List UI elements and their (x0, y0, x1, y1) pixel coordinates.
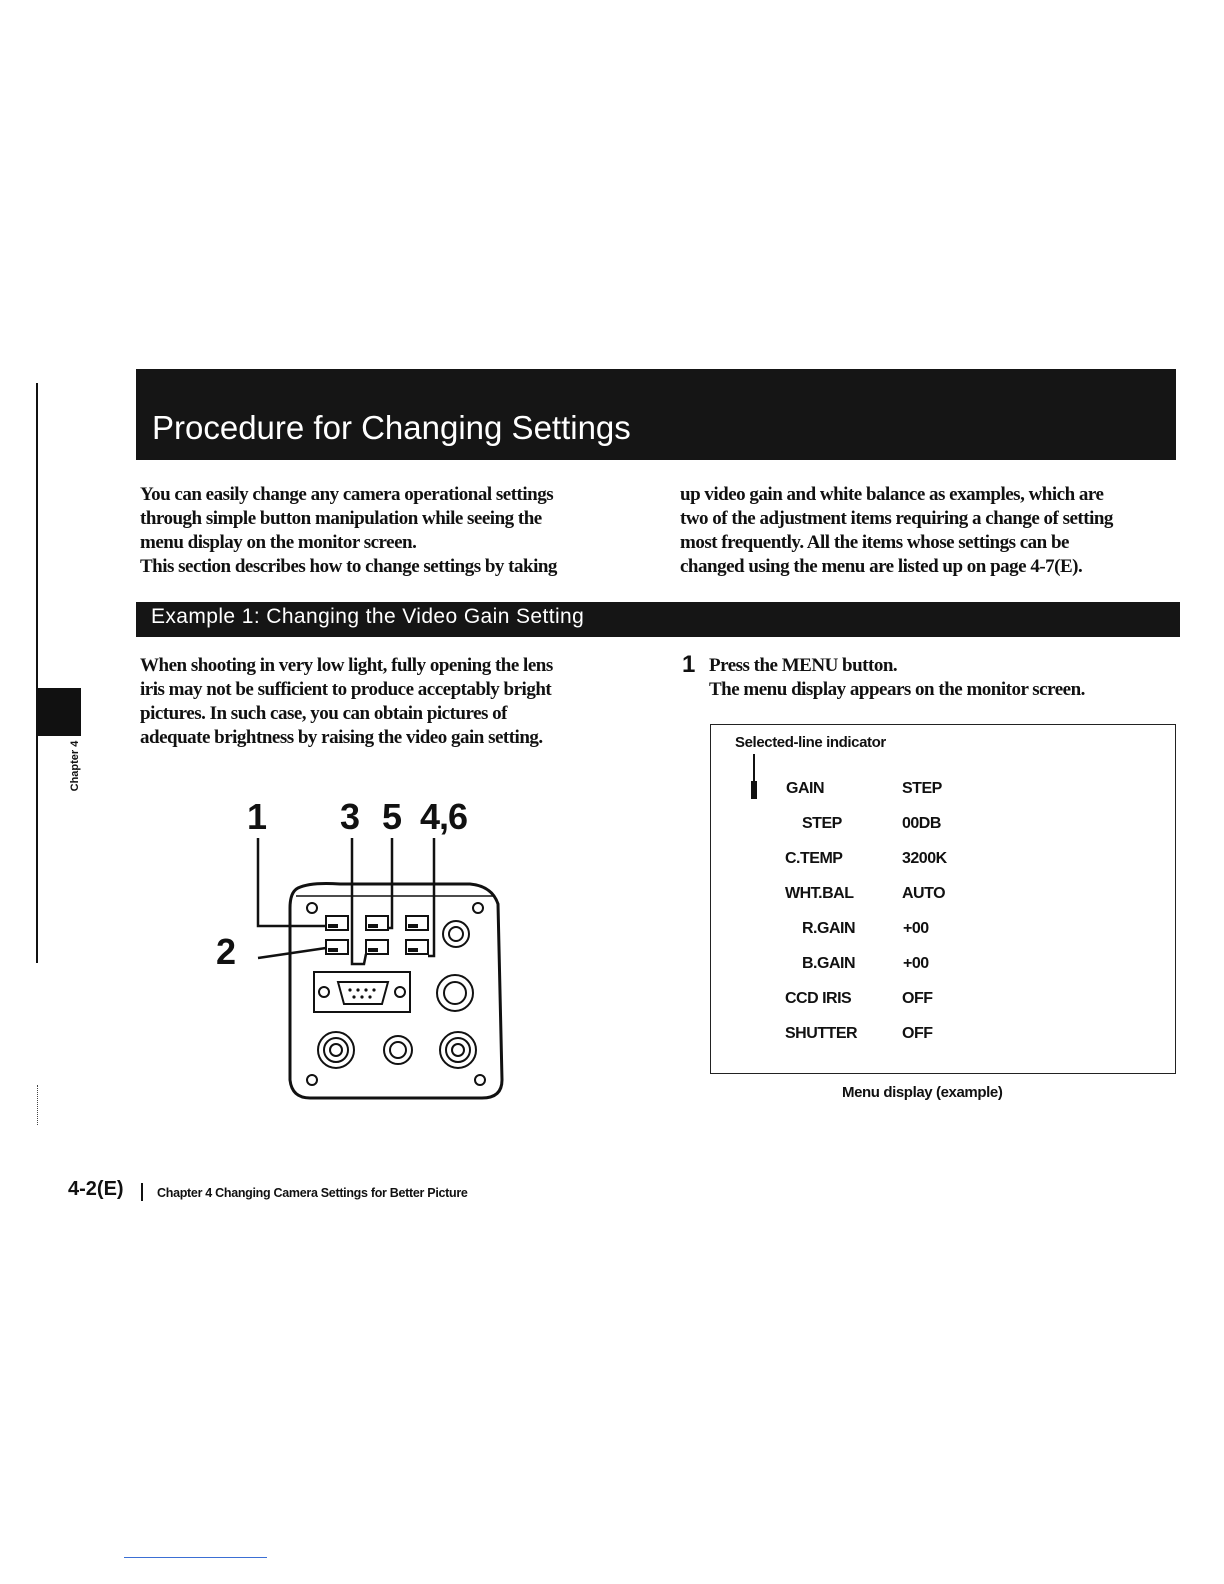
text-line: two of the adjustment items requiring a change of setting (680, 508, 1113, 529)
text-line: menu display on the monitor screen. (140, 532, 417, 553)
callout-3: 3 (340, 796, 360, 837)
menu-item-name: STEP (802, 815, 842, 832)
text-line: up video gain and white balance as examples, which are (680, 484, 1104, 505)
callout-2: 2 (216, 931, 236, 972)
menu-item-value: OFF (902, 990, 933, 1007)
menu-item-name: C.TEMP (785, 850, 843, 867)
menu-item-value: OFF (902, 1025, 933, 1042)
text-line: through simple button manipulation while seeing the (140, 508, 542, 529)
chapter-tab-label: Chapter 4 (69, 740, 81, 792)
chapter-thumb-tab (36, 688, 81, 736)
page-number: 4-2(E) (68, 1178, 124, 1200)
text-line: iris may not be sufficient to produce acceptably bright (140, 679, 552, 700)
text-line: changed using the menu are listed up on page 4-7(E). (680, 556, 1083, 577)
menu-item-value: STEP (902, 780, 942, 797)
step-instruction (709, 654, 1169, 702)
margin-dots (37, 1085, 38, 1125)
text-line: most frequently. All the items whose settings can be (680, 532, 1069, 553)
callout-4-6: 4,6 (420, 796, 468, 837)
text-line: This section describes how to change settings by taking (140, 556, 557, 577)
selected-line-indicator-label: Selected-line indicator (735, 734, 886, 751)
menu-item-name: CCD IRIS (785, 990, 852, 1007)
camera-rear-panel-diagram (210, 830, 520, 1120)
bottom-underline (124, 1557, 267, 1558)
menu-item-name: WHT.BAL (785, 885, 854, 902)
menu-item-value: 3200K (902, 850, 947, 867)
step-line-2: The menu display appears on the monitor screen. (709, 679, 1085, 700)
step-line-1: Press the MENU button. (709, 655, 898, 676)
example-title: Example 1: Changing the Video Gain Setting (151, 605, 585, 628)
menu-item-name: B.GAIN (802, 955, 855, 972)
footer-separator (141, 1183, 143, 1201)
menu-item-value: +00 (903, 920, 929, 937)
menu-item-value: AUTO (902, 885, 946, 902)
text-line: You can easily change any camera operational settings (140, 484, 554, 505)
step-number: 1 (682, 651, 696, 678)
intro-left-column (140, 483, 640, 579)
menu-item-name: SHUTTER (785, 1025, 858, 1042)
menu-item-name: R.GAIN (802, 920, 855, 937)
footer-chapter-title: Chapter 4 Changing Camera Settings for Better Picture (157, 1186, 468, 1200)
margin-rule (36, 383, 38, 963)
text-line: pictures. In such case, you can obtain pictures of (140, 703, 507, 724)
selected-line-indicator (751, 781, 757, 799)
intro-right-column (680, 483, 1190, 579)
callout-5: 5 (382, 796, 402, 837)
section-title: Procedure for Changing Settings (152, 409, 631, 446)
text-line: adequate brightness by raising the video gain setting. (140, 727, 543, 748)
example-description (140, 654, 640, 750)
menu-display-caption: Menu display (example) (842, 1084, 1003, 1101)
callout-1: 1 (247, 796, 267, 837)
menu-item-name: GAIN (786, 780, 824, 797)
menu-item-value: 00DB (902, 815, 941, 832)
text-line: When shooting in very low light, fully opening the lens (140, 655, 553, 676)
menu-item-value: +00 (903, 955, 929, 972)
indicator-leader-line (753, 754, 755, 782)
